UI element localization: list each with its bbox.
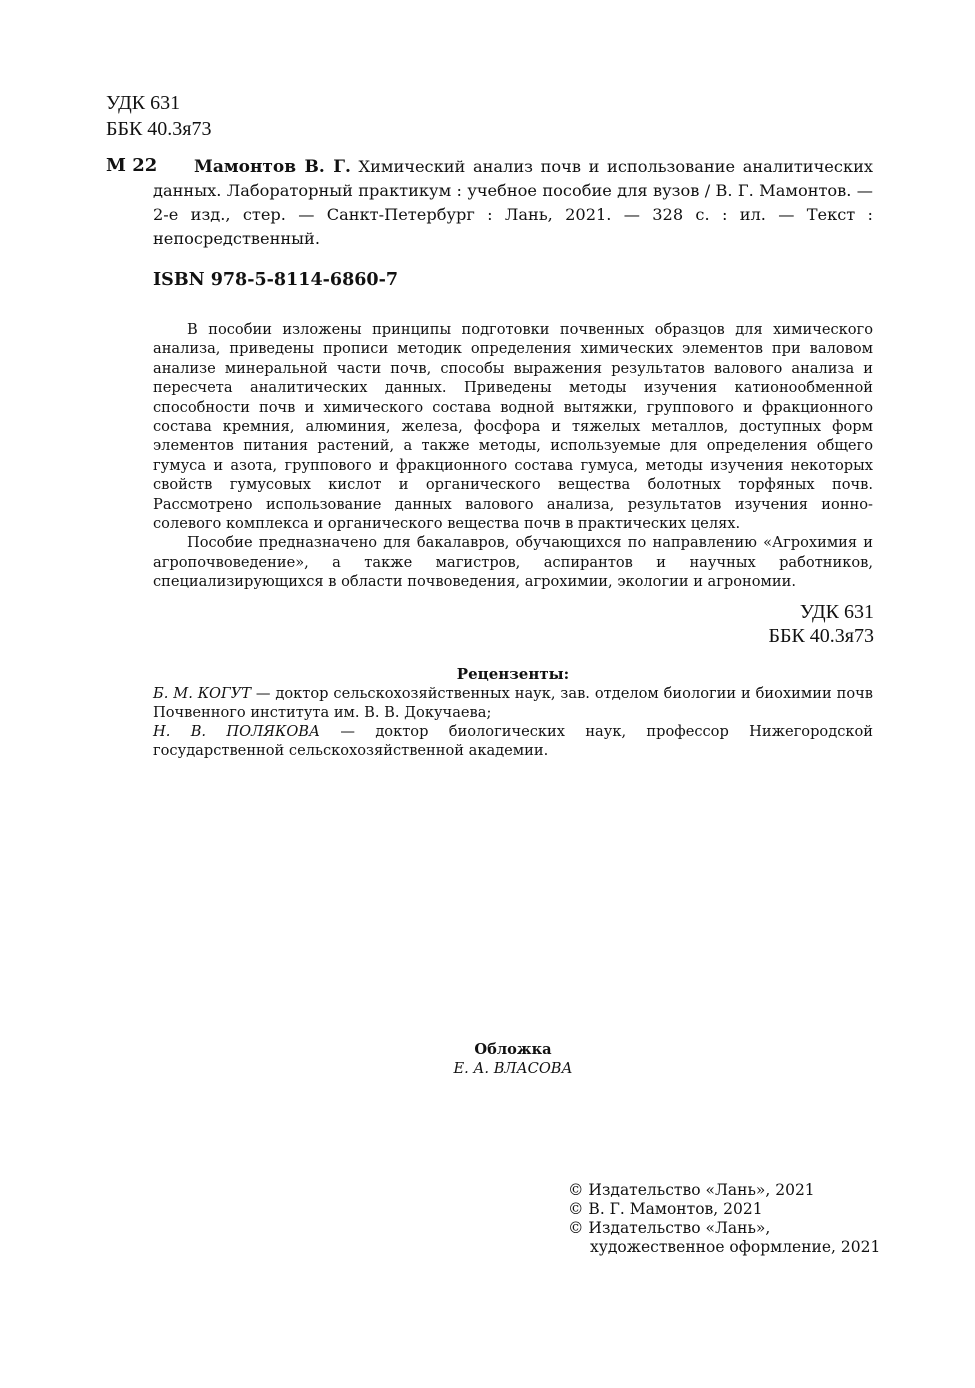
annotation-paragraph-2: Пособие предназначено для бакалавров, обучающихся по направлению «Агрохимия и агропочвоведение», а также магистров, аспирантов и научных работников, специализирующихся в области почвоведения, агрохимии, экологии и агрономии. <box>153 534 873 591</box>
reviewer-1-description: — доктор сельскохозяйственных наук, зав. отделом биологии и биохимии почв Почвенного института им. В. В. Докучаева; <box>153 685 873 721</box>
bbk-code: ББК 40.3я73 <box>106 118 212 140</box>
copyright-line-4: художественное оформление, 2021 <box>590 1238 881 1256</box>
copyright-line-3: © Издательство «Лань», <box>568 1219 771 1237</box>
cover-artist: Е. А. ВЛАСОВА <box>453 1060 573 1077</box>
bibliographic-record <box>153 155 873 251</box>
reviewer-2-name: Н. В. ПОЛЯКОВА <box>153 723 321 740</box>
annotation-paragraph-1: В пособии изложены принципы подготовки почвенных образцов для химического анализа, приведены прописи методик определения химических элементов при валовом анализе минеральной части почв, способы выражения результатов валового анализа и пересчета аналитических данных. Приведены методы изучения катионообменной способности почв и химического состава водной вытяжки, группового и фракционного состава кремния, алюминия, железа, фосфора и тяжелых металлов, доступных форм элементов питания растений, а также методы, используемые для определения общего гумуса и азота, группового и фракционного состава гумуса, методы изучения некоторых свойств гумусовых кислот и органического вещества болотных торфяных почв. Рассмотрено использование данных валового анализа, результатов изучения ионно-солевого комплекса и органического вещества почв в практических целях. <box>153 321 873 533</box>
copyright-line-2: © В. Г. Мамонтов, 2021 <box>568 1200 763 1218</box>
cover-label: Обложка <box>474 1041 552 1058</box>
reviewers-heading: Рецензенты: <box>456 665 570 683</box>
reviewer-1 <box>153 684 873 722</box>
udk-code: УДК 631 <box>106 92 181 114</box>
copyright-line-1: © Издательство «Лань», 2021 <box>568 1181 815 1199</box>
bibliographic-description: Химический анализ почв и использование аналитических данных. Лабораторный практикум : учебное пособие для вузов / В. Г. Мамонтов. — 2-е изд., стер. — Санкт-Петербург : Лань, 2021. — 328 с. : ил. — Текст : непосредственный. <box>153 157 873 248</box>
copyright-block <box>568 1181 881 1257</box>
classification-right <box>700 600 874 648</box>
bbk-code-right: ББК 40.3я73 <box>768 625 874 647</box>
udk-code-right: УДК 631 <box>799 601 874 623</box>
reviewer-2 <box>153 722 873 760</box>
annotation <box>153 320 873 592</box>
cover-credit <box>153 1040 873 1078</box>
author-mark: М 22 <box>106 155 158 176</box>
reviewer-1-name: Б. М. КОГУТ <box>153 685 251 702</box>
author-name: Мамонтов В. Г. <box>194 157 351 177</box>
reviewers-section <box>153 665 873 760</box>
classification-top <box>106 90 212 142</box>
isbn: ISBN 978-5-8114-6860-7 <box>153 270 399 290</box>
reviewer-2-description: — доктор биологических наук, профессор Нижегородской государственной сельскохозяйственной академии. <box>153 723 873 759</box>
